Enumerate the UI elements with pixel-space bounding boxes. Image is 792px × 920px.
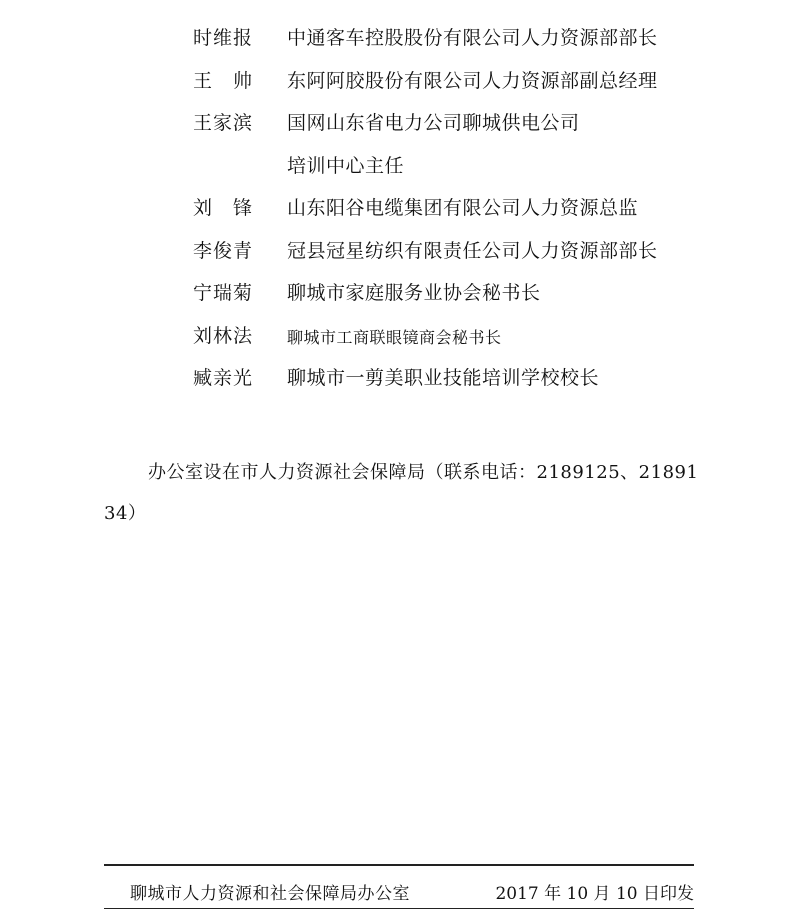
member-title: 聊城市家庭服务业协会秘书长	[287, 282, 541, 304]
member-title: 培训中心主任	[287, 154, 405, 177]
member-row	[0, 358, 792, 401]
member-title: 聊城市工商联眼镜商会秘书长	[287, 327, 502, 347]
member-title: 聊城市一剪美职业技能培训学校校长	[287, 367, 600, 389]
footer-divider	[104, 908, 694, 909]
member-title: 国网山东省电力公司聊城供电公司	[287, 112, 580, 134]
member-row	[0, 103, 792, 146]
member-row	[0, 273, 792, 316]
member-row	[0, 188, 792, 231]
member-title: 冠县冠星纺织有限责任公司人力资源部部长	[287, 239, 658, 262]
member-title: 中通客车控股股份有限公司人力资源部部长	[287, 27, 658, 49]
office-note: 办公室设在市人力资源社会保障局（联系电话：2189125、2189134）	[104, 462, 699, 524]
member-row-continuation	[0, 146, 792, 189]
member-row	[0, 61, 792, 104]
footer-issuer: 聊城市人力资源和社会保障局办公室	[130, 884, 410, 904]
member-title: 山东阳谷电缆集团有限公司人力资源总监	[287, 197, 639, 219]
member-name: 王家滨	[193, 112, 254, 134]
member-name: 王 帅	[193, 69, 254, 92]
member-name: 刘 锋	[193, 197, 254, 219]
member-title: 东阿阿胶股份有限公司人力资源部副总经理	[287, 69, 658, 92]
member-name: 李俊青	[193, 239, 254, 262]
footer-divider	[104, 864, 694, 866]
footer-date: 2017 年 10 月 10 日印发	[495, 884, 694, 904]
member-list	[0, 18, 792, 401]
member-name: 宁瑞菊	[193, 282, 254, 304]
member-name: 时维报	[193, 27, 254, 49]
member-name: 刘林法	[193, 324, 254, 347]
member-name: 臧亲光	[193, 367, 254, 389]
member-row	[0, 316, 792, 359]
member-row	[0, 18, 792, 61]
member-row	[0, 231, 792, 274]
